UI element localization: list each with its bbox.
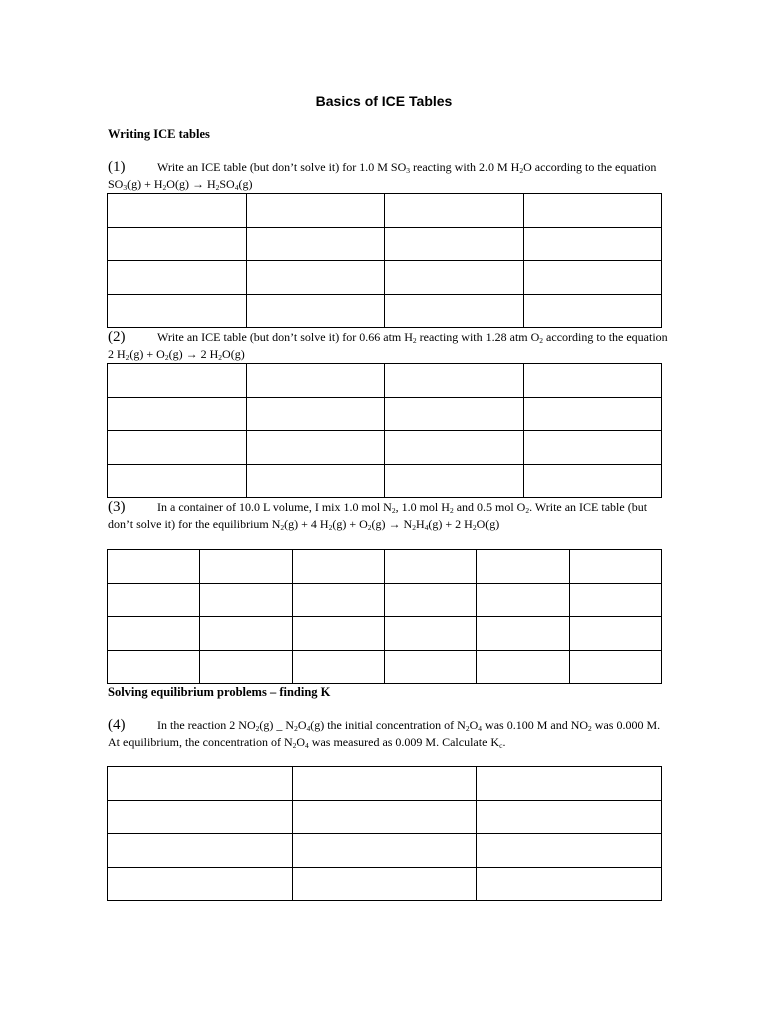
problem-number: (2) bbox=[108, 329, 126, 345]
text-run: (g) + H bbox=[127, 177, 163, 191]
problem-text bbox=[108, 500, 647, 531]
text-run: according to the equation 2 H bbox=[108, 330, 668, 361]
table-cell bbox=[200, 617, 292, 651]
table-cell bbox=[292, 800, 477, 834]
subscript: 2 bbox=[539, 336, 544, 345]
text-run: (g) → N bbox=[371, 517, 413, 531]
table-cell bbox=[569, 550, 661, 584]
table-cell bbox=[477, 800, 662, 834]
subscript: 4 bbox=[234, 183, 239, 192]
subscript: 2 bbox=[519, 166, 524, 175]
subscript: 2 bbox=[367, 523, 372, 532]
table-cell bbox=[200, 650, 292, 684]
text-run: reacting with 1.28 atm O bbox=[416, 330, 540, 344]
problem-3 bbox=[108, 499, 668, 533]
table-cell bbox=[477, 583, 569, 617]
table-row bbox=[108, 364, 662, 398]
table-cell bbox=[246, 364, 385, 398]
subscript: 2 bbox=[412, 523, 416, 532]
table-cell bbox=[200, 550, 292, 584]
table-cell bbox=[385, 294, 524, 328]
table-cell bbox=[385, 227, 524, 261]
text-run: In a container of 10.0 L volume, I mix 1.0 mol N bbox=[157, 500, 392, 514]
section-heading-solving: Solving equilibrium problems – finding K bbox=[108, 685, 331, 699]
table-cell bbox=[292, 550, 384, 584]
subscript: 4 bbox=[306, 724, 311, 733]
table-cell bbox=[108, 800, 293, 834]
table-row bbox=[108, 464, 662, 498]
text-run: SO bbox=[219, 177, 235, 191]
subscript: 2 bbox=[162, 183, 167, 192]
table-cell bbox=[385, 464, 524, 498]
table-row bbox=[108, 294, 662, 328]
text-run: O(g) bbox=[222, 347, 245, 361]
table-cell bbox=[246, 464, 385, 498]
text-run: was measured as 0.009 M. Calculate K bbox=[308, 735, 500, 749]
page-title: Basics of ICE Tables bbox=[315, 93, 453, 109]
ice-table-1 bbox=[107, 193, 662, 328]
text-run: O bbox=[296, 735, 306, 749]
problem-number: (4) bbox=[108, 717, 126, 733]
subscript: 4 bbox=[305, 741, 309, 750]
table-row bbox=[108, 261, 662, 295]
subscript: 2 bbox=[125, 353, 130, 362]
text-run: (g) the initial concentration of N bbox=[310, 718, 466, 732]
table-cell bbox=[384, 550, 476, 584]
subscript: c bbox=[499, 741, 503, 750]
subscript: 2 bbox=[215, 183, 220, 192]
subscript: 4 bbox=[424, 523, 429, 532]
table-cell bbox=[246, 261, 385, 295]
table-cell bbox=[384, 617, 476, 651]
text-run: H bbox=[415, 517, 425, 531]
table-cell bbox=[385, 364, 524, 398]
text-run: Write an ICE table (but don’t solve it) for 0.66 atm H bbox=[157, 330, 413, 344]
subscript: 2 bbox=[465, 724, 470, 733]
ice-table-2 bbox=[107, 363, 662, 498]
table-cell bbox=[108, 617, 200, 651]
text-run: O bbox=[297, 718, 307, 732]
table-cell bbox=[108, 583, 200, 617]
table-cell bbox=[477, 650, 569, 684]
text-run: , 1.0 mol H bbox=[395, 500, 450, 514]
table-cell bbox=[246, 431, 385, 465]
table-cell bbox=[477, 617, 569, 651]
table-cell bbox=[246, 397, 385, 431]
table-cell bbox=[108, 431, 247, 465]
table-row bbox=[108, 834, 662, 868]
text-run: (g) bbox=[238, 177, 253, 191]
table-cell bbox=[108, 294, 247, 328]
section-heading-writing: Writing ICE tables bbox=[108, 127, 210, 141]
table-cell bbox=[477, 834, 662, 868]
subscript: 2 bbox=[255, 724, 260, 733]
subscript: 2 bbox=[412, 336, 417, 345]
table-row bbox=[108, 650, 662, 684]
subscript: 2 bbox=[294, 724, 298, 733]
text-run: was 0.000 M. At equilibrium, the concentration of N bbox=[108, 718, 661, 749]
text-run: (g) + O bbox=[332, 517, 368, 531]
table-cell bbox=[569, 617, 661, 651]
subscript: 2 bbox=[164, 353, 169, 362]
table-row bbox=[108, 550, 662, 584]
problem-text bbox=[108, 330, 668, 361]
table-row bbox=[108, 227, 662, 261]
table-cell bbox=[384, 650, 476, 684]
subscript: 2 bbox=[525, 506, 530, 515]
table-cell bbox=[108, 767, 293, 801]
table-cell bbox=[385, 194, 524, 228]
table-cell bbox=[108, 397, 247, 431]
table-cell bbox=[477, 550, 569, 584]
table-row bbox=[108, 431, 662, 465]
table-row bbox=[108, 767, 662, 801]
text-run: O bbox=[469, 718, 479, 732]
text-run: O(g) bbox=[476, 517, 500, 531]
table-row bbox=[108, 800, 662, 834]
text-run: and 0.5 mol O bbox=[453, 500, 526, 514]
text-run: . Write an ICE table (but don’t solve it) for the equilibrium N bbox=[108, 500, 648, 531]
subscript: 2 bbox=[280, 523, 285, 532]
subscript: 2 bbox=[588, 724, 592, 733]
subscript: 2 bbox=[391, 506, 396, 515]
table-cell bbox=[108, 834, 293, 868]
problem-1 bbox=[108, 159, 668, 193]
table-cell bbox=[292, 867, 477, 901]
table-cell bbox=[384, 583, 476, 617]
text-run: (g) + O bbox=[129, 347, 165, 361]
table-cell bbox=[523, 431, 662, 465]
table-cell bbox=[523, 397, 662, 431]
table-cell bbox=[200, 583, 292, 617]
text-run: (g) → 2 H bbox=[168, 347, 219, 361]
subscript: 2 bbox=[472, 523, 477, 532]
subscript: 3 bbox=[123, 183, 128, 192]
table-cell bbox=[385, 397, 524, 431]
ice-table-4 bbox=[107, 766, 662, 901]
table-cell bbox=[385, 261, 524, 295]
text-run: Write an ICE table (but don’t solve it) for 1.0 M SO bbox=[157, 160, 407, 174]
subscript: 3 bbox=[406, 166, 411, 175]
table-cell bbox=[292, 617, 384, 651]
table-cell bbox=[108, 194, 247, 228]
problem-number: (1) bbox=[108, 159, 126, 175]
table-cell bbox=[108, 867, 293, 901]
table-cell bbox=[292, 767, 477, 801]
table-cell bbox=[523, 464, 662, 498]
table-cell bbox=[246, 194, 385, 228]
problem-text bbox=[108, 718, 660, 749]
text-run: reacting with 2.0 M H bbox=[410, 160, 520, 174]
table-cell bbox=[569, 650, 661, 684]
subscript: 2 bbox=[328, 523, 333, 532]
table-cell bbox=[523, 194, 662, 228]
text-run: (g) + 2 H bbox=[428, 517, 473, 531]
table-row bbox=[108, 617, 662, 651]
problem-2 bbox=[108, 329, 668, 363]
table-cell bbox=[292, 583, 384, 617]
table-cell bbox=[385, 431, 524, 465]
subscript: 4 bbox=[478, 724, 483, 733]
table-cell bbox=[523, 227, 662, 261]
table-cell bbox=[569, 583, 661, 617]
table-cell bbox=[108, 364, 247, 398]
table-row bbox=[108, 194, 662, 228]
table-cell bbox=[108, 550, 200, 584]
table-cell bbox=[108, 261, 247, 295]
table-cell bbox=[477, 867, 662, 901]
subscript: 2 bbox=[218, 353, 223, 362]
table-cell bbox=[477, 767, 662, 801]
text-run: O according to the equation SO bbox=[108, 160, 657, 191]
table-row bbox=[108, 867, 662, 901]
table-cell bbox=[523, 261, 662, 295]
table-cell bbox=[108, 464, 247, 498]
problem-number: (3) bbox=[108, 499, 126, 515]
subscript: 2 bbox=[449, 506, 454, 515]
table-cell bbox=[108, 227, 247, 261]
table-cell bbox=[292, 834, 477, 868]
problem-text bbox=[108, 160, 656, 191]
table-row bbox=[108, 397, 662, 431]
table-row bbox=[108, 583, 662, 617]
table-cell bbox=[246, 227, 385, 261]
table-cell bbox=[523, 364, 662, 398]
table-cell bbox=[108, 650, 200, 684]
text-run: (g) _ N bbox=[259, 718, 295, 732]
table-cell bbox=[292, 650, 384, 684]
table-cell bbox=[523, 294, 662, 328]
table-cell bbox=[246, 294, 385, 328]
text-run: . bbox=[502, 735, 506, 749]
text-run: was 0.100 M and NO bbox=[482, 718, 589, 732]
text-run: In the reaction 2 NO bbox=[157, 718, 256, 732]
problem-4 bbox=[108, 717, 668, 751]
text-run: (g) + 4 H bbox=[284, 517, 329, 531]
subscript: 2 bbox=[292, 741, 297, 750]
ice-table-3 bbox=[107, 549, 662, 684]
text-run: O(g) → H bbox=[166, 177, 216, 191]
